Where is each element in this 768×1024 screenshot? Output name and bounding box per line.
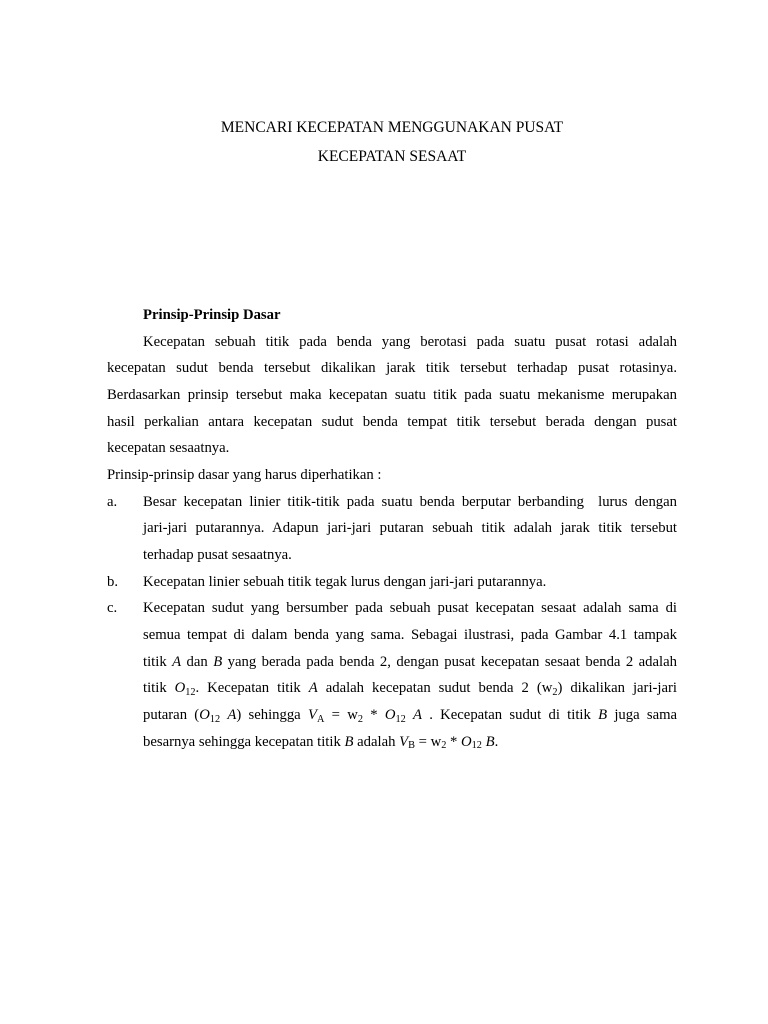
text-segment: titik xyxy=(143,653,173,670)
text-segment: = w xyxy=(324,706,358,723)
text-segment: dan xyxy=(181,653,214,670)
document-title xyxy=(107,113,677,171)
section-body xyxy=(107,302,677,755)
section-heading: Prinsip-Prinsip Dasar xyxy=(143,307,281,323)
text-segment: * xyxy=(446,733,462,750)
subscript: 12 xyxy=(395,713,406,725)
list-item-line: terhadap pusat sesaatnya. xyxy=(143,546,292,563)
list-item-c xyxy=(107,595,677,755)
math-variable: V xyxy=(399,733,409,750)
text-segment: adalah kecepatan sudut benda 2 (w xyxy=(317,680,553,697)
subscript: 2 xyxy=(357,713,363,725)
text-segment: besarnya sehingga kecepatan titik xyxy=(143,733,345,750)
list-item-line: Besar kecepatan linier titik-titik pada suatu benda berputar berbanding lurus dengan xyxy=(143,493,677,510)
paragraph-line: kecepatan sesaatnya. xyxy=(107,440,230,457)
text-segment: yang berada pada benda 2, dengan pusat kecepatan sesaat benda 2 adalah xyxy=(222,653,677,670)
subscript: 2 xyxy=(552,687,558,699)
text-segment: . Kecepatan sudut di titik xyxy=(421,706,599,723)
paragraph-line: Kecepatan sebuah titik pada benda yang berotasi pada suatu pusat rotasi adalah xyxy=(143,333,677,350)
list-item-line: semua tempat di dalam benda yang sama. Sebagai ilustrasi, pada Gambar 4.1 tampak xyxy=(143,626,677,643)
math-variable: O xyxy=(384,706,396,723)
list-item-a xyxy=(107,489,677,569)
text-segment: adalah xyxy=(353,733,400,750)
list-item-line: Kecepatan sudut yang bersumber pada sebuah pusat kecepatan sesaat adalah sama di xyxy=(143,600,677,617)
math-variable: A xyxy=(412,706,422,723)
subscript: 12 xyxy=(209,713,221,725)
text-segment: ) dikalikan jari-jari xyxy=(557,680,677,697)
text-segment: . Kecepatan titik xyxy=(195,680,309,697)
paragraph-line: hasil perkalian antara kecepatan sudut benda tempat titik tersebut berada dengan pusat xyxy=(107,413,677,430)
math-variable: A xyxy=(308,680,318,697)
math-variable: O xyxy=(199,706,210,723)
math-variable: O xyxy=(174,680,186,697)
list-marker: a. xyxy=(107,493,118,510)
math-variable: B xyxy=(213,653,223,670)
subscript: 12 xyxy=(471,740,482,752)
text-segment: putaran ( xyxy=(143,706,200,723)
list-item-b xyxy=(107,569,677,596)
math-variable: B xyxy=(344,733,354,750)
text-segment: titik xyxy=(143,680,175,697)
list-item-text xyxy=(143,489,677,569)
list-item-line xyxy=(143,649,677,676)
list-item-line: jari-jari putarannya. Adapun jari-jari putaran sebuah titik adalah jarak titik tersebut xyxy=(143,520,677,537)
paragraph-line: kecepatan sudut benda tersebut dikalikan jarak titik tersebut terhadap pusat rotasinya. xyxy=(107,360,677,377)
text-segment: juga sama xyxy=(607,706,678,723)
math-variable: A xyxy=(172,653,182,670)
math-variable: B xyxy=(485,733,495,750)
subscript: A xyxy=(316,713,325,725)
list-item-text xyxy=(143,569,677,596)
subscript: 2 xyxy=(441,740,447,752)
list-item-line xyxy=(143,675,677,702)
list-item-line: Kecepatan linier sebuah titik tegak lurus dengan jari-jari putarannya. xyxy=(143,573,547,590)
paragraph xyxy=(107,329,677,462)
math-variable: A xyxy=(227,706,237,723)
list-marker: b. xyxy=(107,573,119,590)
text-segment: = w xyxy=(414,733,442,750)
text-segment: ) sehingga xyxy=(236,706,308,723)
list-item-line xyxy=(143,729,677,756)
list-item-line xyxy=(143,702,677,729)
list-intro: Prinsip-prinsip dasar yang harus diperhatikan : xyxy=(107,466,382,483)
math-variable: B xyxy=(598,706,608,723)
title-line-1: MENCARI KECEPATAN MENGGUNAKAN PUSAT xyxy=(220,119,564,136)
subscript: 12 xyxy=(185,687,196,699)
text-segment xyxy=(406,707,413,723)
title-line-2: KECEPATAN SESAAT xyxy=(317,148,467,165)
list-item-text xyxy=(143,595,677,755)
text-segment: * xyxy=(362,706,385,723)
list-marker: c. xyxy=(107,600,118,617)
math-variable: V xyxy=(307,706,317,723)
subscript: B xyxy=(408,740,415,752)
paragraph-line: Berdasarkan prinsip tersebut maka kecepatan suatu titik pada suatu mekanisme merupakan xyxy=(107,386,677,403)
math-variable: O xyxy=(461,733,472,750)
text-segment: . xyxy=(494,733,499,750)
